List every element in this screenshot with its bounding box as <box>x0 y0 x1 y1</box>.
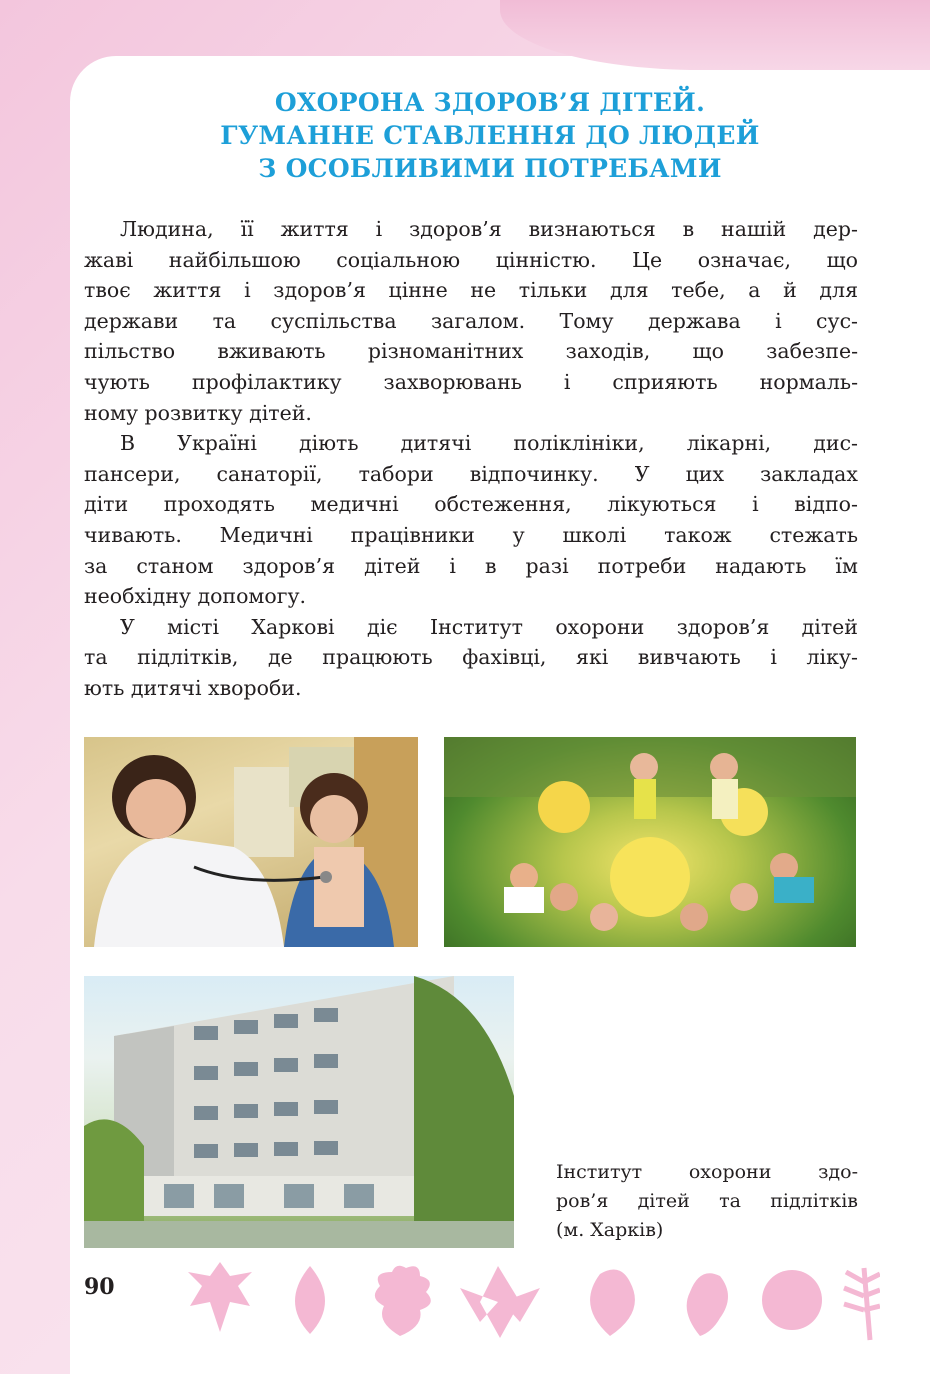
caption-line: (м. Харків) <box>556 1219 664 1241</box>
page-title <box>120 86 860 185</box>
text-line: Людина, її життя і здоров’я визнаються в нашій дер- <box>120 217 858 241</box>
text-line: за станом здоров’я дітей і в разі потреби надають їм <box>84 553 858 578</box>
text-line: твоє життя і здоров’я цінне не тільки для тебе, а й для <box>84 278 858 303</box>
text-line: та підлітків, де працюють фахівці, які вивчають і ліку- <box>84 645 858 670</box>
text-line: жаві найбільшою соціальною цінністю. Це означає, що <box>84 247 858 272</box>
text-line: чивають. Медичні працівники у школі також стежать <box>84 522 858 547</box>
fern-leaf-icon <box>844 1268 880 1340</box>
body-text <box>84 214 858 704</box>
text-line: У місті Харкові діє Інститут охорони здоров’я дітей <box>120 614 858 639</box>
round-leaf-icon <box>762 1270 822 1330</box>
caption-line: ров’я дітей та підлітків <box>556 1190 858 1212</box>
photo-caption <box>556 1158 858 1245</box>
birch-leaf-icon <box>590 1270 635 1337</box>
caption-line: Інститут охорони здо- <box>556 1161 858 1183</box>
photo-hospital-building <box>84 976 514 1248</box>
page-number: 90 <box>84 1274 115 1300</box>
chestnut-leaf-icon <box>460 1266 540 1338</box>
text-line: ють дитячі хвороби. <box>84 675 302 700</box>
photo-children-camp <box>444 737 856 947</box>
title-line: ГУМАННЕ СТАВЛЕННЯ ДО ЛЮДЕЙ <box>220 121 760 150</box>
rowan-leaf-icon <box>687 1273 728 1336</box>
text-line: пансери, санаторії, табори відпочинку. У цих закладах <box>84 461 858 486</box>
title-line: З ОСОБЛИВИМИ ПОТРЕБАМИ <box>258 154 722 183</box>
maple-leaf-icon <box>188 1262 252 1332</box>
oak-leaf-icon <box>375 1266 431 1336</box>
text-line: пільство вживають різноманітних заходів, що забезпе- <box>84 339 858 364</box>
leaf-decorations <box>180 1262 880 1342</box>
text-line: необхідну допомогу. <box>84 584 307 609</box>
leaf-icon <box>295 1266 325 1334</box>
text-line: діти проходять медичні обстеження, лікуються і відпо- <box>84 492 858 517</box>
text-line: ному розвитку дітей. <box>84 400 312 425</box>
text-line: держави та суспільства загалом. Тому держава і сус- <box>84 308 858 333</box>
title-line: ОХОРОНА ЗДОРОВ’Я ДІТЕЙ. <box>274 88 706 117</box>
text-line: В Україні діють дитячі поліклініки, лікарні, дис- <box>120 431 858 456</box>
photo-doctor-examining-girl <box>84 737 418 947</box>
text-line: чують профілактику захворювань і сприяють нормаль- <box>84 369 858 394</box>
